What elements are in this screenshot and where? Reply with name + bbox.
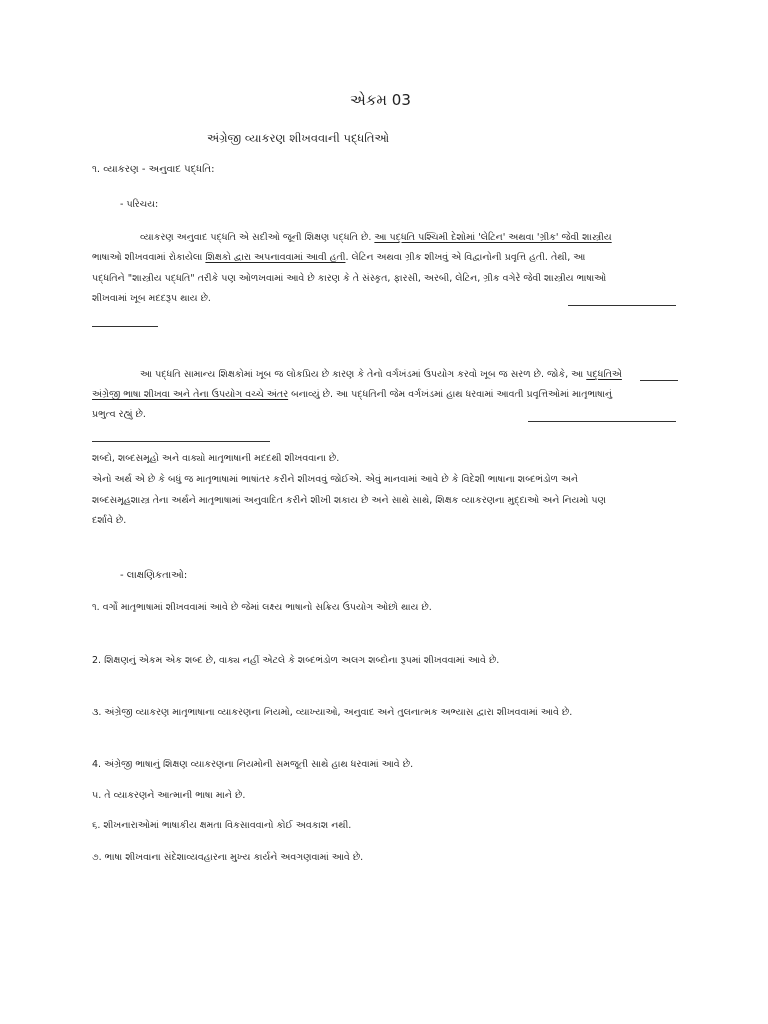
para1-text: ભાષાઓ શીખવવામાં રોકાયેલા: [92, 252, 206, 263]
horizontal-rule: [92, 441, 270, 442]
para2-line: પ્રભુત્વ રહ્યું છે.: [92, 409, 146, 420]
para1-line: શીખવામાં ખૂબ મદદરૂપ થાય છે.: [92, 293, 211, 304]
feature-item: ૧. વર્ગો માતૃભાષામાં શીખવવામાં આવે છે જેમાં લક્ષ્ય ભાષાનો સક્રિય ઉપયોગ ઓછો થાય છે.: [92, 602, 432, 613]
para1-underlined-text: આ પદ્ધતિ પશ્ચિમી દેશોમાં 'લેટિન' અથવા 'ગ્રીક' જેવી શાસ્ત્રીય: [374, 232, 612, 243]
feature-item: ૫. તે વ્યાકરણને આત્માની ભાષા માને છે.: [92, 790, 246, 801]
features-heading: - લાક્ષણિકતાઓ:: [120, 570, 188, 581]
horizontal-rule: [640, 380, 678, 381]
para3-line: દર્શાવે છે.: [92, 515, 127, 526]
feature-item: 4. અંગ્રેજી ભાષાનું શિક્ષણ વ્યાકરણના નિયમોની સમજૂતી સાથે હાથ ધરવામાં આવે છે.: [92, 759, 414, 770]
para2-underlined-text: પદ્ધતિએ: [586, 369, 622, 380]
para1-line: [140, 232, 612, 243]
para3-line: શબ્દો, શબ્દસમૂહો અને વાક્યો માતૃભાષાની મદદથી શીખવવાના છે.: [92, 453, 340, 464]
document-subtitle: અંગ્રેજી વ્યાકરણ શીખવવાની પદ્ધતિઓ: [207, 131, 390, 145]
feature-item: ૬. શીખનારાઓમાં ભાષાકીય ક્ષમતા વિકસાવવાનો કોઈ અવકાશ નથી.: [92, 820, 352, 831]
feature-item: ૭. ભાષા શીખવાના સંદેશાવ્યવહારના મુખ્ય કાર્યને અવગણવામાં આવે છે.: [92, 852, 364, 863]
para3-line: એનો અર્થ એ છે કે બધું જ માતૃભાષામાં ભાષાંતર કરીને શીખવવું જોઈએ. એવું માનવામાં આવે છે કે વિદેશી ભાષાના શબ્દભંડોળ અને: [92, 474, 579, 485]
horizontal-rule: [568, 305, 676, 306]
horizontal-rule: [92, 326, 158, 327]
para1-line: [92, 252, 585, 263]
para2-line: [92, 389, 612, 400]
para1-line: પદ્ધતિને "શાસ્ત્રીય પદ્ધતિ" તરીકે પણ ઓળખવામાં આવે છે કારણ કે તે સંસ્કૃત, ફારસી, અરબી, લેટિન, ગ્રીક વગેરે જેવી શાસ્ત્રીય ભાષાઓ: [92, 273, 607, 284]
para2-underlined-text: અંગ્રેજી ભાષા શીખવા અને તેના ઉપયોગ વચ્ચે અંતર: [92, 389, 289, 400]
para2-text: આ પદ્ધતિ સામાન્ય શિક્ષકોમાં ખૂબ જ લોકપ્રિય છે કારણ કે તેનો વર્ગખંડમાં ઉપયોગ કરવો ખૂબ જ સરળ છે. જોકે, આ: [140, 369, 587, 380]
para3-line: શબ્દસમૂહશાસ્ત્ર તેના અર્થને માતૃભાષામાં અનુવાદિત કરીને શીખી શકાય છે અને સાથે સાથે, શિક્ષક વ્યાકરણના મુદ્દાઓ અને નિયમો પણ: [92, 495, 606, 506]
para1-text: . લેટિન અથવા ગ્રીક શીખવું એ વિદ્વાનોની પ્રવૃત્તિ હતી. તેથી, આ: [345, 252, 586, 263]
section-heading: ૧. વ્યાકરણ - અનુવાદ પદ્ધતિ:: [92, 164, 215, 175]
para1-text: વ્યાકરણ અનુવાદ પદ્ધતિ એ સદીઓ જૂની શિક્ષણ પદ્ધતિ છે.: [140, 232, 375, 243]
para2-line: [140, 369, 622, 380]
horizontal-rule: [528, 421, 676, 422]
unit-title: એકમ 03: [350, 91, 411, 109]
feature-item: 2. શિક્ષણનું એકમ એક શબ્દ છે, વાક્ય નહીં એટલે કે શબ્દભંડોળ અલગ શબ્દોના રૂપમાં શીખવવામાં આવે છે.: [92, 655, 500, 666]
feature-item: ૩. અંગ્રેજી વ્યાકરણ માતૃભાષાના વ્યાકરણના નિયમો, વ્યાખ્યાઓ, અનુવાદ અને તુલનાત્મક અભ્યાસ દ્વારા શીખવવામાં આવે છે.: [92, 707, 573, 718]
intro-heading: - પરિચય:: [120, 199, 159, 210]
para1-underlined-text: શિક્ષકો દ્વારા અપનાવવામાં આવી હતી: [205, 252, 346, 263]
para2-text: બનાવ્યું છે. આ પદ્ધતિની જેમ વર્ગખંડમાં હાથ ધરવામાં આવતી પ્રવૃત્તિઓમાં માતૃભાષાનું: [288, 389, 613, 400]
